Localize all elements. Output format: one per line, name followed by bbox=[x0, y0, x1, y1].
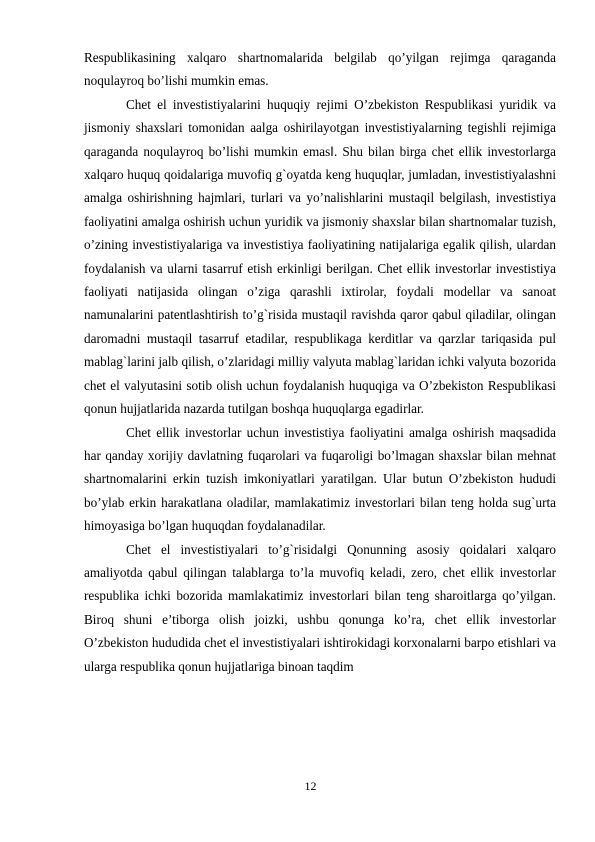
paragraph-3: Chet ellik investorlar uchun investistiya faoliyatini amalga oshirish maqsadida har qanday xorijiy davlatning fuqarolari va fuqaroligi bo’lmagan shaxslar bilan mehnat shartnomalarini erkin tuzish imkoniyatlari yaratilgan. Ular butun O’zbekiston hududi bo’ylab erkin harakatlana oladilar, mamlakatimiz investorlari bilan teng holda sug`urta himoyasiga bo’lgan huquqdan foydalanadilar. bbox=[84, 424, 556, 534]
document-page bbox=[84, 46, 556, 678]
paragraph-2: Chet el investistiyalarini huquqiy rejimi O’zbekiston Respublikasi yuridik va jismoniy shaxslari tomonidan aalga oshirilayotgan investistiyalarning tegishli rejimiga qaraganda noqulayroq bo’lishi mumkin emas‖. Shu bilan birga chet ellik investorlarga xalqaro huquq qoidalariga muvofiq g`oyatda keng huquqlar, jumladan, investistiyalashni amalga oshirishning hajmlari, turlari va yo’nalishlarini mustaqil belgilash, investistiya faoliyatini amalga oshirish uchun yuridik va jismoniy shaxslar bilan shartnomalar tuzish, o’zining investistiyalariga va investistiya faoliyatining natijalariga egalik qilish, ulardan foydalanish va ularni tasarruf etish erkinligi berilgan. Chet ellik investorlar investistiya faoliyati natijasida olingan o’ziga qarashli ixtirolar, foydali modellar va sanoat namunalarini patentlashtirish to’g`risida mustaqil ravishda qaror qabul qiladilar, olingan daromadni mustaqil tasarruf etadilar, respublikaga kerditlar va qarzlar tariqasida pul mablag`larini jalb qilish, o’zlaridagi milliy valyuta mablag`laridan ichki valyuta bozorida chet el valyutasini sotib olish uchun foydalanish huquqiga va O’zbekiston Respublikasi qonun hujjatlarida nazarda tutilgan boshqa huquqlarga egadirlar. bbox=[84, 96, 556, 417]
page-number: 12 bbox=[304, 779, 317, 793]
paragraph-4: Chet el investistiyalari to’g`risida‖gi Qonunning asosiy qoidalari xalqaro amaliyotda qabul qilingan talablarga to’la muvofiq keladi, zero, chet ellik investorlar respublika ichki bozorida mamlakatimiz investorlari bilan teng sharoitlarga qo’yilgan. Biroq shuni e’tiborga olish joizki, ushbu qonunga ko’ra, chet ellik investorlar O’zbekiston hududida chet el investistiyalari ishtirokidagi korxonalarni barpo etishlari va ularga respublika qonun hujjatlariga binoan taqdim bbox=[84, 541, 556, 674]
paragraph-1: Respublikasining xalqaro shartnomalarida belgilab qo’yilgan rejimga qaraganda noqulayroq bo’lishi mumkin emas. bbox=[84, 50, 556, 89]
